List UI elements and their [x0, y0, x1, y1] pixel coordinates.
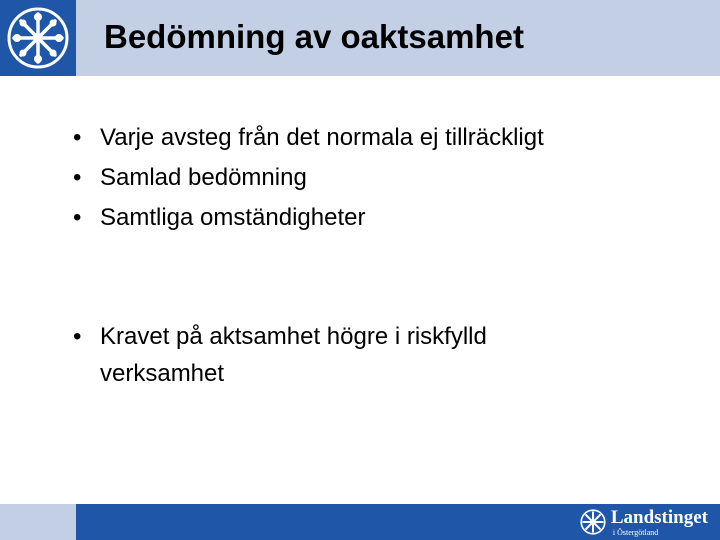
- snowflake-flower-icon: [580, 509, 606, 535]
- slide-title: Bedömning av oaktsamhet: [104, 18, 524, 55]
- bullet-list-bottom: [73, 318, 693, 392]
- title-bar: [76, 0, 720, 76]
- brand-name: Landstinget: [610, 506, 708, 528]
- logo-block: [0, 0, 76, 76]
- bullet-list-top: [73, 118, 693, 238]
- bullet-item: • Kravet på aktsamhet högre i riskfylld verksamhet: [73, 318, 580, 392]
- brand-subtitle: i Östergötland: [612, 527, 659, 537]
- footer-bar: [76, 504, 720, 540]
- brand-text: [611, 508, 708, 537]
- snowflake-flower-icon: [6, 6, 70, 70]
- brand-logo: [580, 506, 708, 538]
- footer-left-block: [0, 504, 76, 540]
- bullet-item: • Samlad bedömning: [73, 158, 693, 198]
- bullet-item: • Samtliga omständigheter: [73, 198, 693, 238]
- bullet-item: • Varje avsteg från det normala ej tillräckligt: [73, 118, 693, 158]
